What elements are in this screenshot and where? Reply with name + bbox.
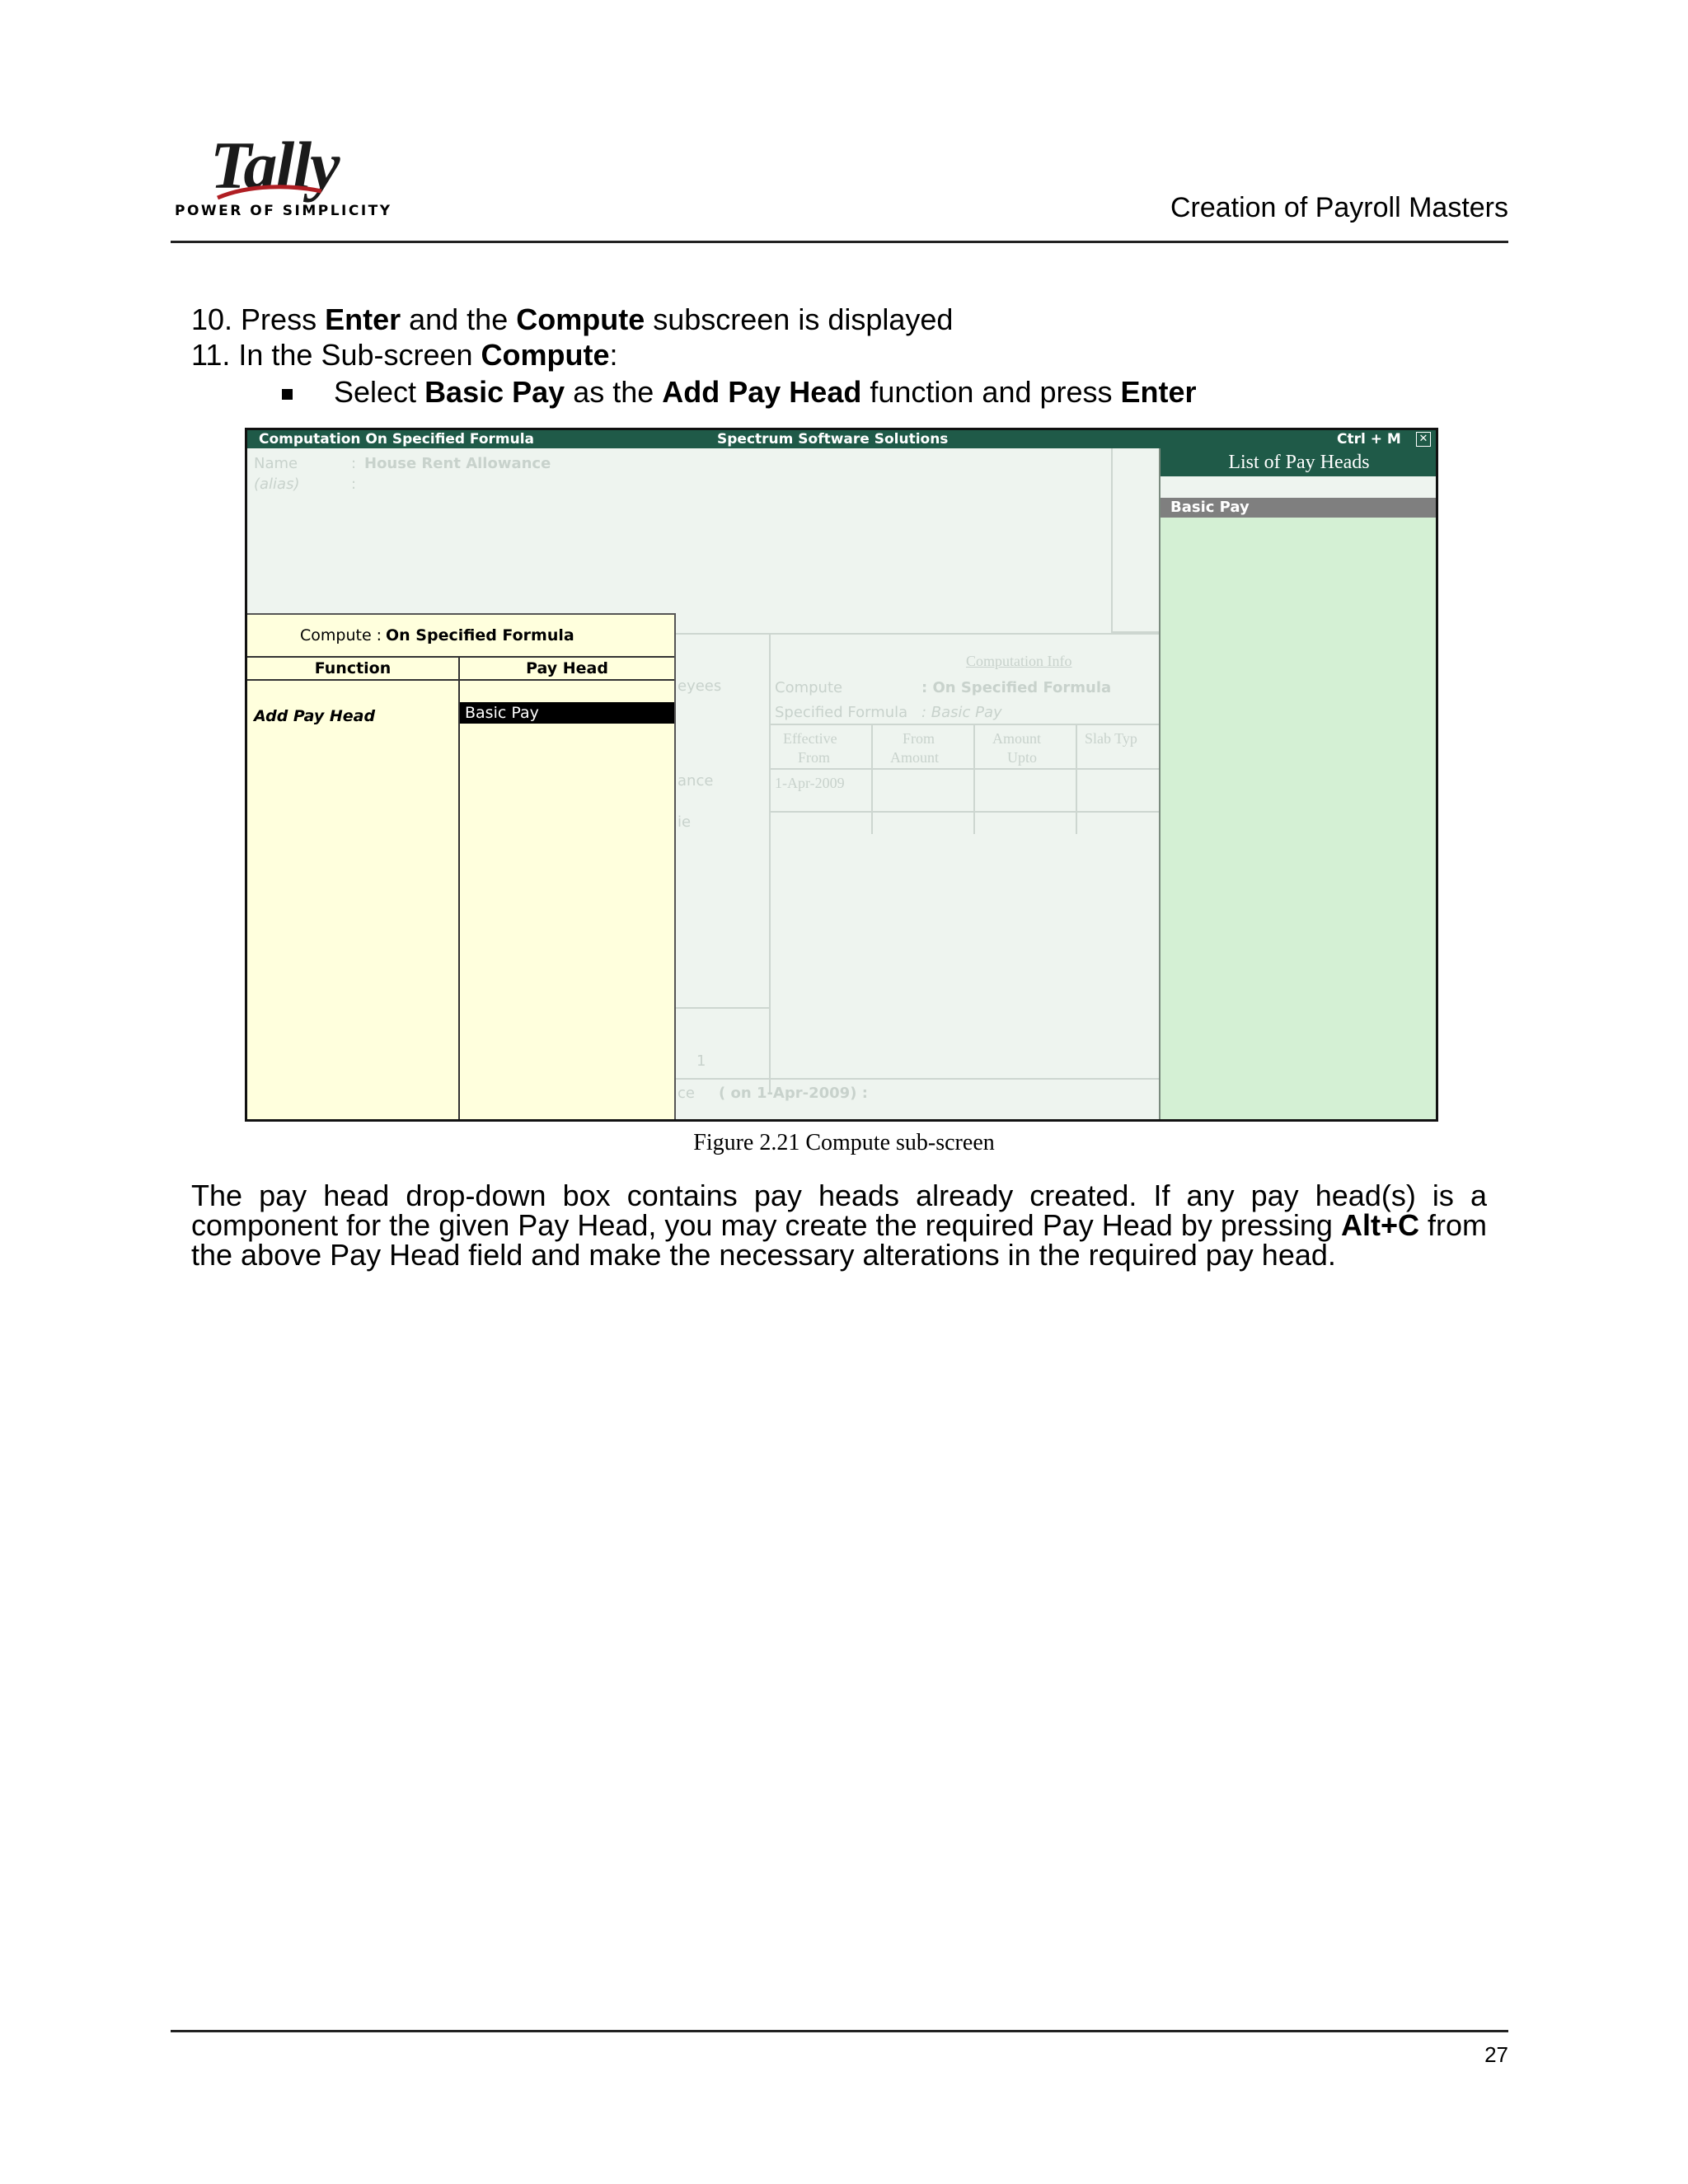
step-10: 10. Press Enter and the Compute subscreen is displayed: [191, 302, 954, 336]
compute-subscreen: [247, 613, 676, 1119]
window-title: Computation On Specified Formula: [259, 431, 535, 448]
page-number: 27: [1484, 2042, 1508, 2067]
figure-caption: Figure 2.21 Compute sub-screen: [693, 1130, 995, 1155]
bg-spec-formula-value: : Basic Pay: [921, 704, 1002, 721]
bg-table-col: [871, 724, 873, 834]
list-item-basic-pay[interactable]: Basic Pay: [1160, 498, 1437, 518]
bg-fragment: ie: [678, 813, 692, 831]
compute-label: Compute :: [300, 626, 382, 644]
bg-table-row-line: [769, 811, 1159, 813]
bg-spec-formula-label: Specified Formula: [775, 704, 908, 721]
window-titlebar: [247, 430, 1436, 448]
pay-head-field[interactable]: Basic Pay: [460, 702, 674, 724]
bg-computation-info: Computation Info: [966, 653, 1072, 669]
bg-col-header: From: [798, 749, 831, 766]
bg-footer-line: [676, 1078, 1159, 1080]
logo-swoosh-icon: [216, 183, 323, 203]
bg-compute-value: : On Specified Formula: [921, 679, 1112, 696]
tally-logo: Tally: [210, 128, 339, 203]
close-icon[interactable]: ✕: [1416, 432, 1431, 447]
bg-row-line: [676, 1007, 771, 1009]
bg-section-line: [676, 633, 1159, 635]
bg-fragment: eyees: [678, 677, 722, 695]
body-paragraph: The pay head drop-down box contains pay heads already created. If any pay head(s) is a component for the given Pay Head, you may create the required Pay Head by pressing Alt+C from the above Pay Head field and make the necessary alterations in the required pay head.: [191, 1179, 1487, 1272]
shortcut-label: Ctrl + M: [1337, 431, 1401, 448]
bg-table-header-line: [769, 768, 1159, 770]
compute-column-headers: [247, 656, 674, 681]
compute-method: On Specified Formula: [386, 626, 574, 644]
bg-col-header: Amount: [890, 749, 940, 766]
bg-col-header: From: [903, 730, 935, 747]
compute-header: [247, 615, 674, 656]
bg-fragment: ance: [678, 772, 714, 790]
step-11: 11. In the Sub-screen Compute:: [191, 338, 618, 372]
list-spacer: [1160, 476, 1437, 498]
pay-heads-list-panel: [1159, 448, 1437, 1119]
bullet-icon: [282, 389, 293, 400]
bg-col-header: Upto: [1007, 749, 1037, 766]
bg-table-col: [1076, 724, 1077, 834]
bg-name-sep: :: [351, 455, 357, 472]
bg-alias-label: (alias): [254, 476, 300, 493]
header-title: Creation of Payroll Masters: [1170, 192, 1508, 223]
company-name: Spectrum Software Solutions: [717, 431, 949, 448]
list-title: List of Pay Heads: [1160, 448, 1437, 476]
bg-col-header: Amount: [992, 730, 1042, 747]
column-divider: [458, 656, 460, 1121]
bg-col-header: Slab Typ: [1085, 730, 1137, 747]
bg-row-date: 1-Apr-2009: [775, 775, 845, 791]
bg-compute-label: Compute: [775, 679, 843, 696]
function-cell[interactable]: Add Pay Head: [254, 707, 376, 725]
tally-screenshot: [245, 428, 1438, 1122]
bg-divider-vertical: [1111, 448, 1113, 633]
bg-table-top: [769, 724, 1159, 725]
bg-fragment: 1: [696, 1052, 706, 1070]
bg-column-line: [769, 633, 771, 1094]
bg-name-value: House Rent Allowance: [364, 455, 551, 472]
step-11-bullet: Select Basic Pay as the Add Pay Head function and press Enter: [334, 375, 1197, 409]
bg-alias-sep: :: [351, 476, 357, 493]
footer-rule: [171, 2030, 1508, 2032]
bg-name-label: Name: [254, 455, 298, 472]
col-function: Function: [314, 659, 392, 677]
bg-col-header: Effective: [783, 730, 837, 747]
col-pay-head: Pay Head: [526, 659, 608, 677]
logo-tagline: POWER OF SIMPLICITY: [175, 203, 392, 219]
header-rule: [171, 241, 1508, 243]
bg-table-col: [973, 724, 975, 834]
bg-fragment: ( on 1-Apr-2009) :: [719, 1085, 868, 1102]
bg-fragment: ce: [678, 1085, 695, 1102]
